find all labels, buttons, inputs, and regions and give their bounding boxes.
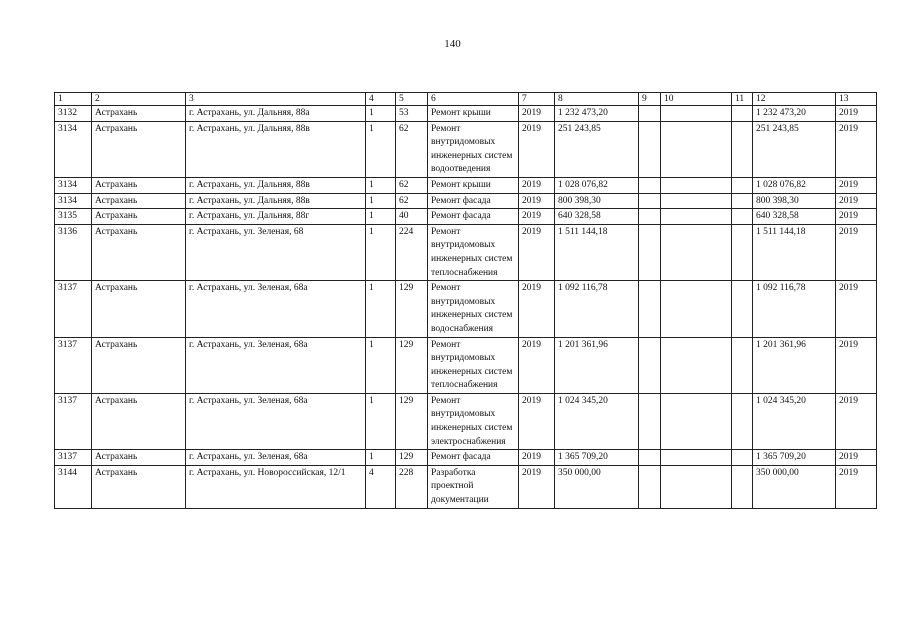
cell-col-11 <box>732 224 753 280</box>
cell-col-5: 62 <box>396 177 428 193</box>
cell-record-no: 3135 <box>55 209 92 225</box>
cell-end-year: 2019 <box>836 281 877 337</box>
cell-col-11 <box>732 193 753 209</box>
cell-col-11 <box>732 393 753 449</box>
table-row <box>55 393 877 449</box>
cell-cost: 1 232 473,20 <box>555 106 639 122</box>
header-cell-4: 4 <box>366 93 396 106</box>
cell-end-year: 2019 <box>836 450 877 466</box>
cell-address: г. Астрахань, ул. Новороссийская, 12/1 <box>186 465 366 508</box>
cell-record-no: 3137 <box>55 450 92 466</box>
cell-col-4: 1 <box>366 177 396 193</box>
cell-year: 2019 <box>519 209 555 225</box>
header-cell-13: 13 <box>836 93 877 106</box>
cell-col-11 <box>732 465 753 508</box>
cell-settlement: Астрахань <box>92 177 186 193</box>
cell-year: 2019 <box>519 177 555 193</box>
cell-col-4: 4 <box>366 465 396 508</box>
cell-col-11 <box>732 121 753 177</box>
cell-cost: 640 328,58 <box>555 209 639 225</box>
cell-end-year: 2019 <box>836 393 877 449</box>
cell-col-9 <box>639 393 661 449</box>
cell-col-10 <box>661 281 732 337</box>
table-header-row <box>55 93 877 106</box>
cell-col-10 <box>661 121 732 177</box>
cell-record-no: 3144 <box>55 465 92 508</box>
cell-col-11 <box>732 450 753 466</box>
cell-col-10 <box>661 450 732 466</box>
cell-work-type: Разработка проектной документации <box>428 465 519 508</box>
cell-col-10 <box>661 393 732 449</box>
cell-col-10 <box>661 209 732 225</box>
cell-address: г. Астрахань, ул. Зеленая, 68а <box>186 450 366 466</box>
cell-cost: 1 201 361,96 <box>555 337 639 393</box>
cell-year: 2019 <box>519 393 555 449</box>
cell-cost: 1 024 345,20 <box>555 393 639 449</box>
cell-col-4: 1 <box>366 450 396 466</box>
cell-cost: 1 028 076,82 <box>555 177 639 193</box>
cell-address: г. Астрахань, ул. Дальняя, 88а <box>186 106 366 122</box>
cell-col-4: 1 <box>366 209 396 225</box>
table-row <box>55 121 877 177</box>
cell-record-no: 3136 <box>55 224 92 280</box>
header-cell-6: 6 <box>428 93 519 106</box>
cell-year: 2019 <box>519 106 555 122</box>
table-body <box>55 93 877 509</box>
cell-col-5: 62 <box>396 121 428 177</box>
cell-total-cost: 1 232 473,20 <box>753 106 836 122</box>
cell-end-year: 2019 <box>836 121 877 177</box>
cell-col-4: 1 <box>366 106 396 122</box>
cell-settlement: Астрахань <box>92 450 186 466</box>
cell-cost: 1 511 144,18 <box>555 224 639 280</box>
cell-col-5: 129 <box>396 337 428 393</box>
cell-year: 2019 <box>519 281 555 337</box>
cell-work-type: Ремонт фасада <box>428 193 519 209</box>
cell-total-cost: 1 511 144,18 <box>753 224 836 280</box>
cell-col-9 <box>639 337 661 393</box>
cell-work-type: Ремонт фасада <box>428 209 519 225</box>
cell-col-9 <box>639 224 661 280</box>
cell-record-no: 3134 <box>55 121 92 177</box>
cell-work-type: Ремонт внутридомовых инженерных систем теплоснабжения <box>428 337 519 393</box>
cell-work-type: Ремонт внутридомовых инженерных систем водоснабжения <box>428 281 519 337</box>
cell-total-cost: 1 092 116,78 <box>753 281 836 337</box>
cell-record-no: 3137 <box>55 393 92 449</box>
header-cell-2: 2 <box>92 93 186 106</box>
cell-address: г. Астрахань, ул. Зеленая, 68а <box>186 281 366 337</box>
cell-col-4: 1 <box>366 281 396 337</box>
cell-col-4: 1 <box>366 393 396 449</box>
cell-work-type: Ремонт внутридомовых инженерных систем теплоснабжения <box>428 224 519 280</box>
cell-col-5: 224 <box>396 224 428 280</box>
page-number: 140 <box>444 38 461 50</box>
cell-address: г. Астрахань, ул. Зеленая, 68 <box>186 224 366 280</box>
cell-total-cost: 1 024 345,20 <box>753 393 836 449</box>
cell-record-no: 3134 <box>55 193 92 209</box>
cell-settlement: Астрахань <box>92 106 186 122</box>
table-row <box>55 281 877 337</box>
cell-record-no: 3137 <box>55 337 92 393</box>
cell-year: 2019 <box>519 121 555 177</box>
cell-col-9 <box>639 193 661 209</box>
cell-end-year: 2019 <box>836 224 877 280</box>
header-cell-10: 10 <box>661 93 732 106</box>
cell-address: г. Астрахань, ул. Дальняя, 88в <box>186 193 366 209</box>
cell-col-10 <box>661 224 732 280</box>
cell-col-10 <box>661 337 732 393</box>
cell-total-cost: 640 328,58 <box>753 209 836 225</box>
cell-record-no: 3134 <box>55 177 92 193</box>
cell-col-4: 1 <box>366 224 396 280</box>
cell-col-9 <box>639 209 661 225</box>
cell-total-cost: 1 365 709,20 <box>753 450 836 466</box>
cell-col-5: 40 <box>396 209 428 225</box>
table-row <box>55 106 877 122</box>
header-cell-1: 1 <box>55 93 92 106</box>
cell-record-no: 3137 <box>55 281 92 337</box>
cell-total-cost: 1 201 361,96 <box>753 337 836 393</box>
cell-address: г. Астрахань, ул. Зеленая, 68а <box>186 337 366 393</box>
cell-settlement: Астрахань <box>92 121 186 177</box>
cell-col-11 <box>732 106 753 122</box>
cell-record-no: 3132 <box>55 106 92 122</box>
cell-col-5: 53 <box>396 106 428 122</box>
table-row <box>55 177 877 193</box>
cell-end-year: 2019 <box>836 465 877 508</box>
cell-address: г. Астрахань, ул. Зеленая, 68а <box>186 393 366 449</box>
cell-settlement: Астрахань <box>92 209 186 225</box>
header-cell-3: 3 <box>186 93 366 106</box>
cell-col-9 <box>639 465 661 508</box>
cell-year: 2019 <box>519 337 555 393</box>
cell-settlement: Астрахань <box>92 193 186 209</box>
cell-year: 2019 <box>519 450 555 466</box>
cell-year: 2019 <box>519 224 555 280</box>
cell-col-5: 129 <box>396 281 428 337</box>
cell-end-year: 2019 <box>836 209 877 225</box>
cell-settlement: Астрахань <box>92 465 186 508</box>
table-row <box>55 193 877 209</box>
table-row <box>55 450 877 466</box>
cell-address: г. Астрахань, ул. Дальняя, 88в <box>186 177 366 193</box>
header-cell-8: 8 <box>555 93 639 106</box>
cell-col-5: 129 <box>396 450 428 466</box>
cell-col-5: 228 <box>396 465 428 508</box>
cell-cost: 800 398,30 <box>555 193 639 209</box>
cell-work-type: Ремонт внутридомовых инженерных систем электроснабжения <box>428 393 519 449</box>
cell-work-type: Ремонт крыши <box>428 177 519 193</box>
cell-col-9 <box>639 281 661 337</box>
cell-end-year: 2019 <box>836 337 877 393</box>
header-cell-9: 9 <box>639 93 661 106</box>
cell-col-11 <box>732 337 753 393</box>
cell-total-cost: 350 000,00 <box>753 465 836 508</box>
cell-col-5: 129 <box>396 393 428 449</box>
cell-col-10 <box>661 177 732 193</box>
cell-work-type: Ремонт фасада <box>428 450 519 466</box>
cell-col-11 <box>732 281 753 337</box>
cell-col-9 <box>639 177 661 193</box>
cell-cost: 350 000,00 <box>555 465 639 508</box>
cell-settlement: Астрахань <box>92 393 186 449</box>
cell-settlement: Астрахань <box>92 224 186 280</box>
cell-end-year: 2019 <box>836 106 877 122</box>
cell-year: 2019 <box>519 465 555 508</box>
table-row <box>55 337 877 393</box>
cell-work-type: Ремонт внутридомовых инженерных систем водоотведения <box>428 121 519 177</box>
cell-col-10 <box>661 465 732 508</box>
cell-cost: 1 365 709,20 <box>555 450 639 466</box>
cell-col-9 <box>639 121 661 177</box>
cell-year: 2019 <box>519 193 555 209</box>
header-cell-11: 11 <box>732 93 753 106</box>
cell-col-11 <box>732 177 753 193</box>
table-row <box>55 465 877 508</box>
header-cell-5: 5 <box>396 93 428 106</box>
header-cell-12: 12 <box>753 93 836 106</box>
cell-address: г. Астрахань, ул. Дальняя, 88в <box>186 121 366 177</box>
cell-col-10 <box>661 193 732 209</box>
cell-col-5: 62 <box>396 193 428 209</box>
cell-total-cost: 1 028 076,82 <box>753 177 836 193</box>
cell-settlement: Астрахань <box>92 337 186 393</box>
cell-cost: 251 243,85 <box>555 121 639 177</box>
cell-end-year: 2019 <box>836 193 877 209</box>
cell-total-cost: 800 398,30 <box>753 193 836 209</box>
capital-repair-table <box>54 92 877 509</box>
header-cell-7: 7 <box>519 93 555 106</box>
cell-total-cost: 251 243,85 <box>753 121 836 177</box>
cell-col-9 <box>639 106 661 122</box>
cell-cost: 1 092 116,78 <box>555 281 639 337</box>
cell-col-11 <box>732 209 753 225</box>
cell-end-year: 2019 <box>836 177 877 193</box>
cell-col-4: 1 <box>366 193 396 209</box>
cell-work-type: Ремонт крыши <box>428 106 519 122</box>
cell-col-9 <box>639 450 661 466</box>
cell-col-10 <box>661 106 732 122</box>
table-row <box>55 209 877 225</box>
cell-settlement: Астрахань <box>92 281 186 337</box>
cell-col-4: 1 <box>366 121 396 177</box>
cell-col-4: 1 <box>366 337 396 393</box>
cell-address: г. Астрахань, ул. Дальняя, 88г <box>186 209 366 225</box>
table-row <box>55 224 877 280</box>
